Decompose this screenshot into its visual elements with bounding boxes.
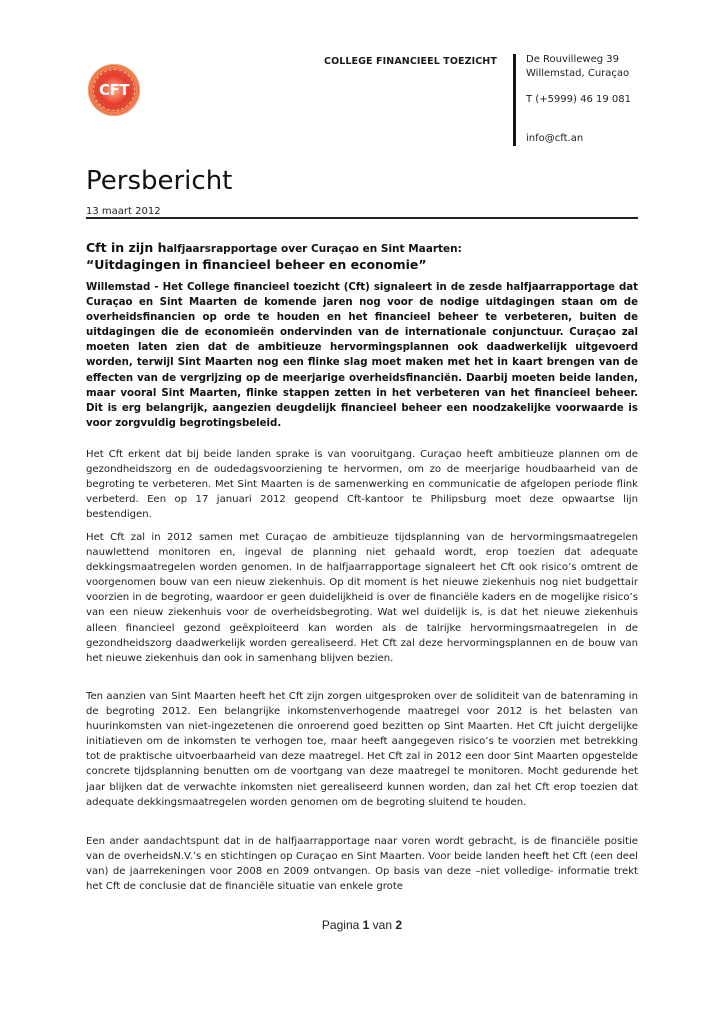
body-paragraph: Het Cft erkent dat bij beide landen sprake is van vooruitgang. Curaçao heeft ambitieuze plannen om de gezondheidszorg en de oudedagsvoorziening te hervormen, om zo de meerjarige houdbaarheid van de begroting te verbeteren. Met Sint Maarten is de samenwerking en communicatie de afgelopen periode flink verbeterd. Een op 17 januari 2012 geopend Cft-kantoor te Philipsburg moet deze opwaartse lijn bestendigen. (86, 449, 638, 521)
address-city: Willemstad, Curaçao (526, 68, 630, 79)
cft-logo (88, 64, 140, 116)
lead-paragraph: Willemstad - Het College financieel toezicht (Cft) signaleert in de zesde halfjaarrapportage dat Curaçao en Sint Maarten de komende jaren nog voor de nodige uitdagingen staan om de overheidsfinancien op orde te houden en het financieel beheer te verbeteren, buiten de uitdagingen die de economieën ondervinden van de internationale conjunctuur. Curaçao zal moeten laten zien dat de ambitieuze hervormingsplannen ook daadwerkelijk uitgevoerd worden, terwijl Sint Maarten nog een flinke slag moet maken met het in kaart brengen van de effecten van de vergrijzing op de meerjarige overheidsfinanciën. Daarbij moeten beide landen, maar vooral Sint Maarten, flinke stappen zetten in het verbeteren van het financieel beheer. Dit is erg belangrijk, aangezien deugdelijk financieel beheer een noodzakelijke voorwaarde is voor zorgvuldig begrotingsbeleid. (86, 282, 638, 429)
of-word: van (372, 918, 393, 932)
body-paragraph: Ten aanzien van Sint Maarten heeft het Cft zijn zorgen uitgesproken over de soliditeit van de batenraming in de begroting 2012. Een belangrijke inkomstenverhogende maatregel voor 2012 is het belasten van huurinkomsten van niet-ingezetenen die onroerend goed bezitten op Sint Maarten. Het Cft juicht dergelijke initiatieven om de inkomsten te verhogen toe, maar heeft aangegeven risico’s te voorzien met betrekking tot de praktische uitvoerbaarheid van deze maatregel. Het Cft zal in 2012 een door Sint Maarten opgestelde concrete tijdsplanning benutten om de voortgang van deze maatregel te monitoren. Mocht gedurende het jaar blijken dat de verwachte inkomsten niet gerealiseerd kunnen worden, dan zal het Cft erop toezien dat adequate dekkingsmaatregelen worden genomen om de begroting sluitend te houden. (86, 691, 638, 808)
body-paragraph: Een ander aandachtspunt dat in de halfjaarrapportage naar voren wordt gebracht, is de financiële positie van de overheidsN.V.’s en stichtingen op Curaçao en Sint Maarten. Voor beide landen heeft het Cft (een deel van) de jaarrekeningen voor 2008 en 2009 ontvangen. Op basis van deze –niet volledige- informatie trekt het Cft de conclusie dat de financiële situatie van enkele grote (86, 836, 638, 893)
title-divider (86, 217, 638, 219)
header-divider (513, 54, 516, 146)
page-word: Pagina (321, 918, 360, 932)
page-current: 1 (362, 918, 370, 932)
email-address: info@cft.an (526, 133, 584, 144)
address-street: De Rouvilleweg 39 (526, 54, 619, 65)
logo-text: CFT (99, 81, 129, 99)
organization-name: COLLEGE FINANCIEEL TOEZICHT (324, 56, 497, 67)
document-date: 13 maart 2012 (86, 206, 161, 217)
headline (86, 237, 646, 272)
body-paragraph: Het Cft zal in 2012 samen met Curaçao de ambitieuze tijdsplanning van de hervormingsmaatregelen nauwlettend monitoren en, ingeval de planning niet gehaald wordt, erop toezien dat adequate dekkingsmaatregelen worden genomen. In de halfjaarrapportage signaleert het Cft ook risico’s omtrent de voorgenomen bouw van een nieuw ziekenhuis. Op dit moment is het nieuwe ziekenhuis nog niet budgettair voorzien in de begroting, waardoor er geen duidelijkheid is over de financiële kaders en de mogelijke risico’s van een nieuw ziekenhuis voor de overheidsbegroting. Wat wel duidelijk is, is dat het nieuwe ziekenhuis alleen financieel gezond geëxploiteerd kan worden als de talrijke hervormingsmaatregelen in de gezondheidszorg daadwerkelijk worden gerealiseerd. Het Cft zal deze hervormingsplannen en de bouw van het nieuwe ziekenhuis dan ook in samenhang blijven bezien. (86, 532, 638, 664)
page-total: 2 (395, 918, 403, 932)
headline-subtitle: “Uitdagingen in financieel beheer en economie” (86, 257, 427, 272)
headline-part1: Cft in zijn h (86, 240, 167, 255)
page-footer (0, 918, 724, 932)
phone-number: T (+5999) 46 19 081 (526, 94, 631, 105)
page-title: Persbericht (86, 166, 233, 196)
headline-part2: alfjaarsrapportage over Curaçao en Sint Maarten: (166, 243, 462, 255)
